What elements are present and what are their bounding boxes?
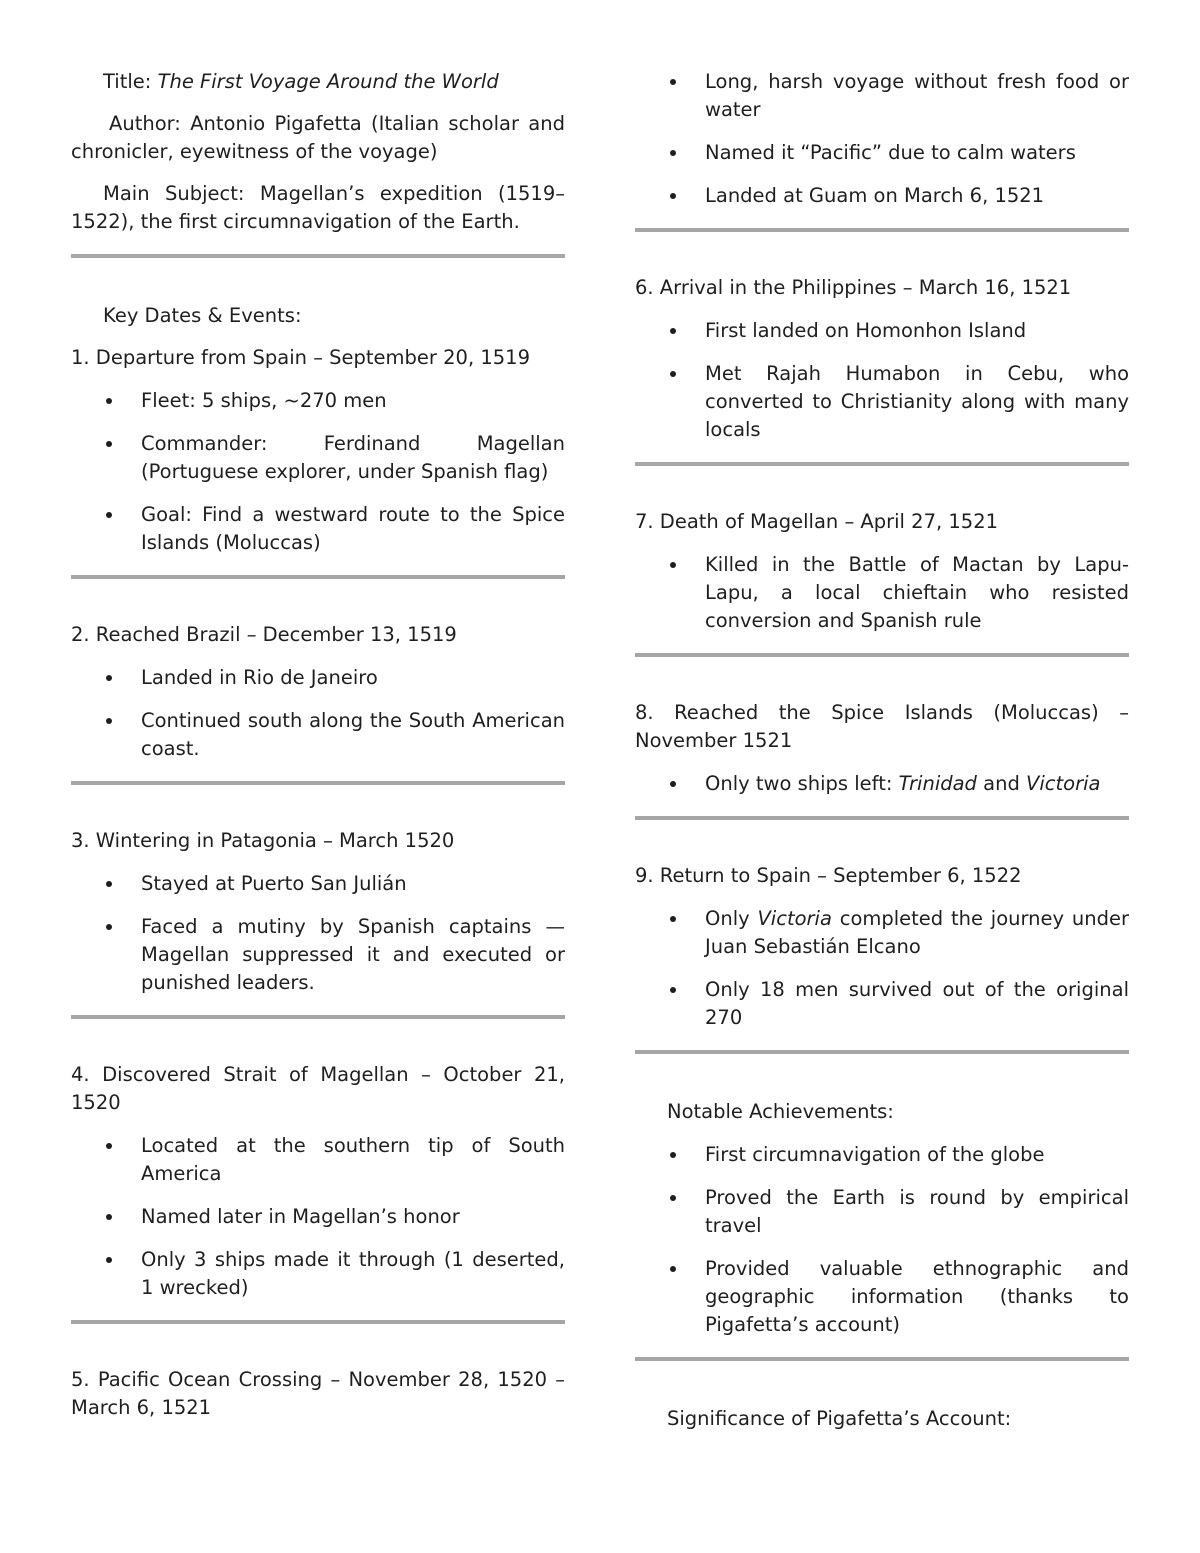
list-item: First landed on Homonhon Island	[635, 317, 1129, 345]
event-list-4	[71, 1132, 565, 1302]
event-heading-6: 6. Arrival in the Philippines – March 16, 1521	[635, 276, 1072, 299]
event-list-9	[635, 905, 1129, 1032]
divider	[635, 228, 1129, 232]
key-dates-heading: Key Dates & Events:	[103, 304, 302, 327]
left-column	[71, 68, 565, 1422]
event-heading-1: 1. Departure from Spain – September 20, 1519	[71, 346, 530, 369]
significance-heading: Significance of Pigafetta’s Account:	[667, 1407, 1012, 1430]
book-title: The First Voyage Around the World	[157, 70, 499, 93]
event-list-6	[635, 317, 1129, 444]
list-item: Landed in Rio de Janeiro	[71, 664, 565, 692]
achievements-heading: Notable Achievements:	[667, 1100, 894, 1123]
event-heading-4: 4. Discovered Strait of Magellan – October 21, 1520	[71, 1063, 565, 1114]
achievements-list	[635, 1141, 1129, 1339]
list-item: Landed at Guam on March 6, 1521	[635, 182, 1129, 210]
list-item: Named later in Magellan’s honor	[71, 1203, 565, 1231]
event-heading-8: 8. Reached the Spice Islands (Moluccas) – November 1521	[635, 701, 1129, 752]
list-item: Provided valuable ethnographic and geographic information (thanks to Pigafetta’s account)	[635, 1255, 1129, 1339]
list-item: Only 18 men survived out of the original 270	[635, 976, 1129, 1032]
list-item: Only two ships left: Trinidad and Victoria	[635, 770, 1129, 798]
main-subject: Main Subject: Magellan’s expedition (1519–1522), the first circumnavigation of the Earth.	[71, 182, 565, 233]
list-item: Proved the Earth is round by empirical travel	[635, 1184, 1129, 1240]
event-heading-2: 2. Reached Brazil – December 13, 1519	[71, 623, 457, 646]
divider	[635, 816, 1129, 820]
list-item: Continued south along the South American coast.	[71, 707, 565, 763]
event-heading-7: 7. Death of Magellan – April 27, 1521	[635, 510, 999, 533]
event-list-3	[71, 870, 565, 997]
divider	[635, 1357, 1129, 1361]
event-heading-5: 5. Pacific Ocean Crossing – November 28, 1520 – March 6, 1521	[71, 1368, 565, 1419]
event-list-2	[71, 664, 565, 763]
list-item: Named it “Pacific” due to calm waters	[635, 139, 1129, 167]
list-item: Only Victoria completed the journey under Juan Sebastián Elcano	[635, 905, 1129, 961]
event-heading-9: 9. Return to Spain – September 6, 1522	[635, 864, 1022, 887]
event-list-5	[635, 68, 1129, 210]
divider	[71, 575, 565, 579]
event-heading-3: 3. Wintering in Patagonia – March 1520	[71, 829, 455, 852]
author-line: Author: Antonio Pigafetta (Italian scholar and chronicler, eyewitness of the voyage)	[71, 112, 565, 163]
divider	[71, 781, 565, 785]
list-item: Long, harsh voyage without fresh food or water	[635, 68, 1129, 124]
list-item: Killed in the Battle of Mactan by Lapu-Lapu, a local chieftain who resisted conversion and Spanish rule	[635, 551, 1129, 635]
event-list-7	[635, 551, 1129, 635]
right-column	[635, 68, 1129, 1433]
event-list-8	[635, 770, 1129, 798]
list-item: Only 3 ships made it through (1 deserted, 1 wrecked)	[71, 1246, 565, 1302]
document-title: Title: The First Voyage Around the World	[103, 70, 499, 93]
divider	[635, 653, 1129, 657]
divider	[635, 462, 1129, 466]
divider	[71, 254, 565, 258]
divider	[71, 1015, 565, 1019]
event-list-1	[71, 387, 565, 557]
divider	[71, 1320, 565, 1324]
list-item: Faced a mutiny by Spanish captains — Magellan suppressed it and executed or punished leaders.	[71, 913, 565, 997]
list-item: Stayed at Puerto San Julián	[71, 870, 565, 898]
list-item: Goal: Find a westward route to the Spice Islands (Moluccas)	[71, 501, 565, 557]
list-item: First circumnavigation of the globe	[635, 1141, 1129, 1169]
list-item: Commander: Ferdinand Magellan (Portuguese explorer, under Spanish flag)	[71, 430, 565, 486]
list-item: Located at the southern tip of South America	[71, 1132, 565, 1188]
divider	[635, 1050, 1129, 1054]
list-item: Met Rajah Humabon in Cebu, who converted to Christianity along with many locals	[635, 360, 1129, 444]
list-item: Fleet: 5 ships, ~270 men	[71, 387, 565, 415]
